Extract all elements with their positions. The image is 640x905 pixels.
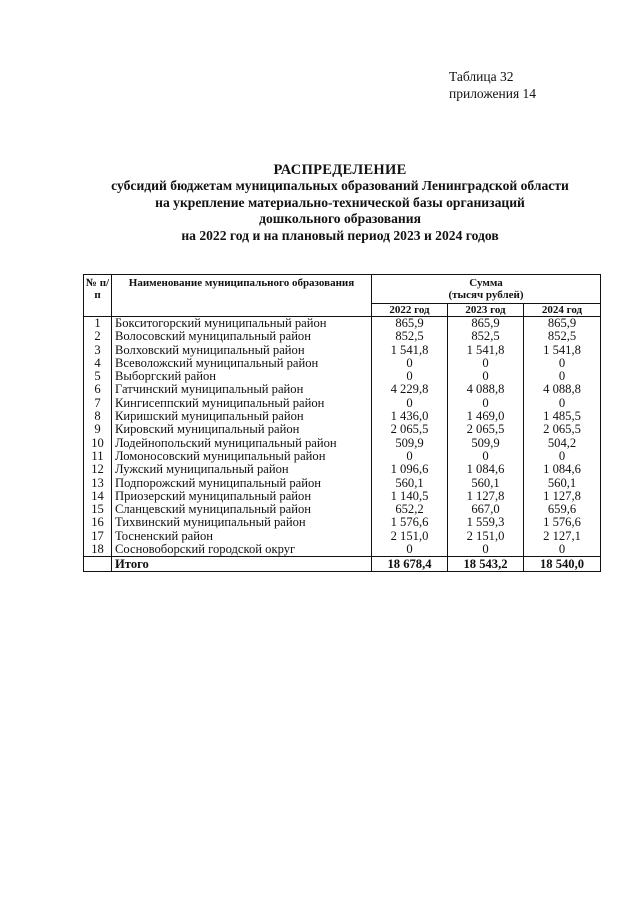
title-line-3: на укрепление материально-технической базы организаций xyxy=(155,194,525,210)
municipality-name: Тосненский район xyxy=(112,530,372,543)
table-row xyxy=(84,370,601,383)
value-2024: 504,2 xyxy=(524,437,601,450)
value-2024: 0 xyxy=(524,370,601,383)
row-number: 12 xyxy=(84,463,112,476)
value-2024: 0 xyxy=(524,357,601,370)
municipality-name: Выборгский район xyxy=(112,370,372,383)
table-row xyxy=(84,437,601,450)
value-2023: 0 xyxy=(448,397,524,410)
value-2023: 560,1 xyxy=(448,477,524,490)
annex-reference xyxy=(449,68,536,102)
row-number: 5 xyxy=(84,370,112,383)
value-2024: 2 127,1 xyxy=(524,530,601,543)
title-line-4: дошкольного образования xyxy=(259,211,421,227)
row-number: 6 xyxy=(84,383,112,396)
value-2022: 0 xyxy=(372,397,448,410)
value-2022: 652,2 xyxy=(372,503,448,516)
value-2024: 852,5 xyxy=(524,330,601,343)
value-2022: 509,9 xyxy=(372,437,448,450)
value-2022: 2 151,0 xyxy=(372,530,448,543)
table-row xyxy=(84,410,601,423)
value-2022: 1 541,8 xyxy=(372,344,448,357)
value-2024: 1 485,5 xyxy=(524,410,601,423)
annex-reference-line: приложения 14 xyxy=(449,86,537,101)
value-2024: 1 576,6 xyxy=(524,516,601,529)
value-2023: 0 xyxy=(448,357,524,370)
value-2022: 1 436,0 xyxy=(372,410,448,423)
municipality-name: Тихвинский муниципальный район xyxy=(112,516,372,529)
value-2022: 1 576,6 xyxy=(372,516,448,529)
municipality-name: Бокситогорский муниципальный район xyxy=(112,317,372,331)
title-line-5: на 2022 год и на плановый период 2023 и 2024 годов xyxy=(181,227,499,243)
value-2023: 1 541,8 xyxy=(448,344,524,357)
table-row xyxy=(84,317,601,331)
value-2023: 1 084,6 xyxy=(448,463,524,476)
value-2022: 0 xyxy=(372,357,448,370)
municipality-name: Сланцевский муниципальный район xyxy=(112,503,372,516)
municipality-name: Подпорожский муниципальный район xyxy=(112,477,372,490)
value-2024: 0 xyxy=(524,450,601,463)
total-number-cell xyxy=(84,557,112,572)
table-row xyxy=(84,543,601,557)
total-row xyxy=(84,557,601,572)
municipality-name: Киришский муниципальный район xyxy=(112,410,372,423)
value-2024: 1 541,8 xyxy=(524,344,601,357)
column-header-number: № п/п xyxy=(84,275,112,317)
value-2024: 0 xyxy=(524,397,601,410)
table-row xyxy=(84,503,601,516)
value-2023: 667,0 xyxy=(448,503,524,516)
municipality-name: Кировский муниципальный район xyxy=(112,423,372,436)
municipality-name: Гатчинский муниципальный район xyxy=(112,383,372,396)
value-2023: 1 469,0 xyxy=(448,410,524,423)
row-number: 11 xyxy=(84,450,112,463)
value-2023: 4 088,8 xyxy=(448,383,524,396)
table-row xyxy=(84,397,601,410)
value-2022: 1 140,5 xyxy=(372,490,448,503)
municipality-name: Всеволожский муниципальный район xyxy=(112,357,372,370)
table-body xyxy=(84,317,601,557)
row-number: 7 xyxy=(84,397,112,410)
table-row xyxy=(84,330,601,343)
sum-unit: (тысяч рублей) xyxy=(448,289,524,301)
total-2023: 18 543,2 xyxy=(448,557,524,572)
row-number: 10 xyxy=(84,437,112,450)
total-2022: 18 678,4 xyxy=(372,557,448,572)
value-2023: 865,9 xyxy=(448,317,524,331)
column-header-2023: 2023 год xyxy=(448,304,524,317)
municipality-name: Лодейнопольский муниципальный район xyxy=(112,437,372,450)
table-row xyxy=(84,357,601,370)
table-row xyxy=(84,477,601,490)
row-number: 17 xyxy=(84,530,112,543)
value-2023: 2 151,0 xyxy=(448,530,524,543)
value-2024: 659,6 xyxy=(524,503,601,516)
value-2023: 0 xyxy=(448,543,524,557)
sum-label: Сумма xyxy=(469,277,503,289)
municipality-name: Приозерский муниципальный район xyxy=(112,490,372,503)
row-number: 15 xyxy=(84,503,112,516)
value-2024: 0 xyxy=(524,543,601,557)
column-header-sum xyxy=(372,275,601,304)
table-reference: Таблица 32 xyxy=(449,69,514,84)
municipality-name: Ломоносовский муниципальный район xyxy=(112,450,372,463)
row-number: 9 xyxy=(84,423,112,436)
value-2022: 0 xyxy=(372,370,448,383)
table-row xyxy=(84,516,601,529)
column-header-2024: 2024 год xyxy=(524,304,601,317)
total-2024: 18 540,0 xyxy=(524,557,601,572)
value-2023: 2 065,5 xyxy=(448,423,524,436)
table-row xyxy=(84,450,601,463)
table-row xyxy=(84,463,601,476)
column-header-2022: 2022 год xyxy=(372,304,448,317)
value-2023: 1 127,8 xyxy=(448,490,524,503)
municipality-name: Лужский муниципальный район xyxy=(112,463,372,476)
row-number: 4 xyxy=(84,357,112,370)
row-number: 16 xyxy=(84,516,112,529)
value-2022: 865,9 xyxy=(372,317,448,331)
value-2023: 0 xyxy=(448,370,524,383)
value-2022: 0 xyxy=(372,450,448,463)
table-row xyxy=(84,530,601,543)
row-number: 1 xyxy=(84,317,112,331)
document-title xyxy=(60,162,620,244)
table-row xyxy=(84,383,601,396)
value-2022: 852,5 xyxy=(372,330,448,343)
municipality-name: Волховский муниципальный район xyxy=(112,344,372,357)
value-2022: 0 xyxy=(372,543,448,557)
value-2022: 1 096,6 xyxy=(372,463,448,476)
value-2022: 2 065,5 xyxy=(372,423,448,436)
row-number: 14 xyxy=(84,490,112,503)
value-2022: 4 229,8 xyxy=(372,383,448,396)
row-number: 3 xyxy=(84,344,112,357)
value-2022: 560,1 xyxy=(372,477,448,490)
row-number: 13 xyxy=(84,477,112,490)
value-2024: 560,1 xyxy=(524,477,601,490)
table-row xyxy=(84,423,601,436)
value-2023: 852,5 xyxy=(448,330,524,343)
value-2024: 1 084,6 xyxy=(524,463,601,476)
title-line-2: субсидий бюджетам муниципальных образований Ленинградской области xyxy=(111,178,569,194)
total-label: Итого xyxy=(112,557,372,572)
value-2024: 1 127,8 xyxy=(524,490,601,503)
value-2024: 2 065,5 xyxy=(524,423,601,436)
distribution-table xyxy=(83,274,601,572)
municipality-name: Кингисеппский муниципальный район xyxy=(112,397,372,410)
value-2023: 509,9 xyxy=(448,437,524,450)
table-row xyxy=(84,344,601,357)
value-2024: 4 088,8 xyxy=(524,383,601,396)
municipality-name: Сосновоборский городской округ xyxy=(112,543,372,557)
table-row xyxy=(84,490,601,503)
value-2023: 0 xyxy=(448,450,524,463)
value-2023: 1 559,3 xyxy=(448,516,524,529)
column-header-name: Наименование муниципального образования xyxy=(112,275,372,317)
value-2024: 865,9 xyxy=(524,317,601,331)
title-heading: РАСПРЕДЕЛЕНИЕ xyxy=(273,162,407,178)
row-number: 2 xyxy=(84,330,112,343)
row-number: 18 xyxy=(84,543,112,557)
row-number: 8 xyxy=(84,410,112,423)
municipality-name: Волосовский муниципальный район xyxy=(112,330,372,343)
